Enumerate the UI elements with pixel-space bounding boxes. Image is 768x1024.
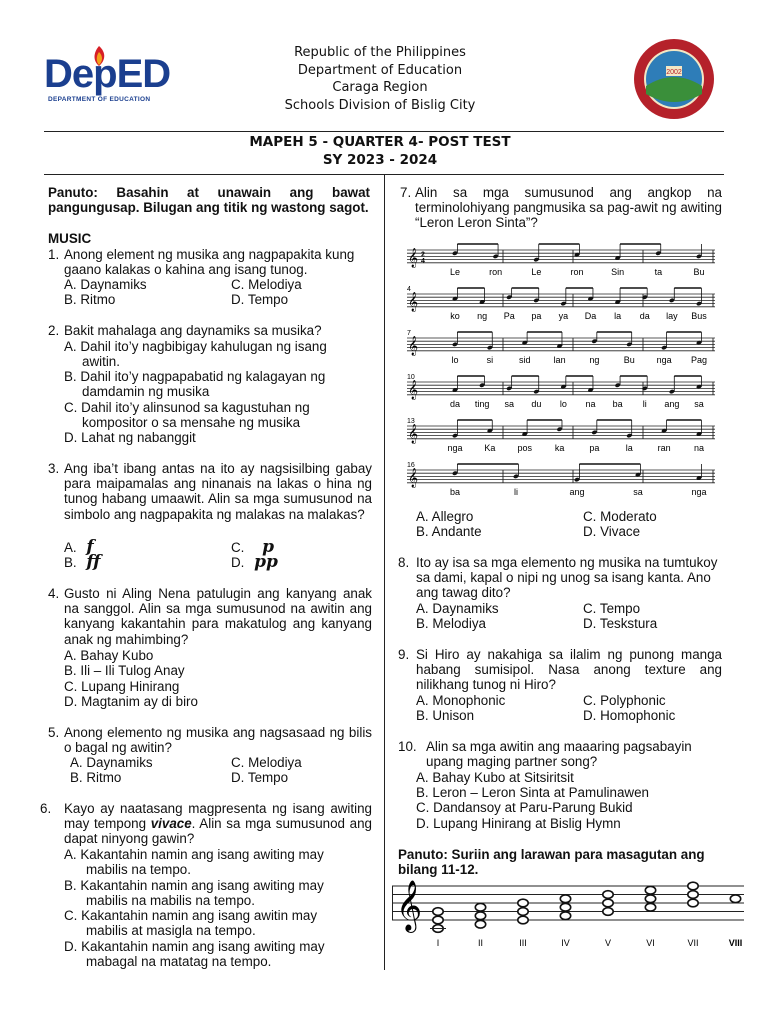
lyric-syllable: Pa — [503, 311, 515, 321]
question-text: Bakit mahalaga ang daynamiks sa musika? — [64, 323, 322, 338]
lyric-syllable: ran — [657, 443, 671, 453]
dynamic-pianissimo-icon: pp — [254, 552, 278, 572]
treble-clef-icon: 𝄞 — [408, 380, 419, 399]
whole-note — [688, 891, 698, 899]
q3-option-d[interactable] — [231, 552, 278, 572]
lyric-syllable: pa — [589, 443, 600, 453]
measure-number: 10 — [407, 374, 415, 381]
lyric-syllable: pos — [517, 443, 532, 453]
lyric-syllable: Le — [531, 267, 542, 277]
q6-option-b[interactable]: B. Kakantahin namin ang isang awiting may — [64, 878, 324, 893]
logo-subtext: DEPARTMENT OF EDUCATION — [48, 96, 151, 103]
chord-label: VI — [646, 938, 655, 948]
title-line1: MAPEH 5 - QUARTER 4- POST TEST — [249, 134, 511, 150]
whole-note — [475, 920, 485, 928]
lyric-syllable: sa — [633, 487, 643, 497]
chord-staff — [392, 872, 748, 948]
whole-note — [688, 882, 698, 890]
lyric-syllable: Bu — [623, 355, 635, 365]
tempo-term: vivace — [150, 816, 192, 832]
lyric-syllable: ta — [654, 267, 663, 277]
question-number: 2. — [48, 323, 60, 338]
header-department: Department of Education — [297, 62, 463, 78]
chord-label: VII — [687, 938, 699, 948]
measure-number: 4 — [407, 286, 411, 293]
q2-option-b-cont: damdamin ng musika — [82, 384, 210, 399]
treble-clef-icon: 𝄞 — [408, 292, 419, 311]
lyric-syllable: la — [625, 443, 633, 453]
measure-number: 16 — [407, 462, 415, 469]
q5-option-b[interactable]: B. Ritmo — [70, 770, 122, 785]
lyric-syllable: ba — [449, 487, 461, 497]
time-signature-bottom: 4 — [421, 257, 425, 265]
subject-label: MUSIC — [48, 231, 92, 246]
staff-system — [407, 286, 715, 321]
question-text: Gusto ni Aling Nena patulugin ang kanyang anak na sanggol. Alin sa mga sumusunod na awitin ang kanyang kakantahin para makatulog ang kanyang anak ng mahimbing? — [64, 586, 372, 647]
question-text: Anong elemento ng musika ang nagsasaad ng bilis o bagal ng awitin? — [64, 725, 372, 756]
question-text: Si Hiro ay nakahiga sa ilalim ng punong manga habang sumisipol. Nasa anong texture ang nilikhang tunog ni Hiro? — [416, 647, 722, 693]
treble-clef-icon: 𝄞 — [396, 881, 423, 930]
title-line2: SY 2023 - 2024 — [322, 151, 438, 168]
lyric-syllable: Ka — [484, 443, 496, 453]
whole-note — [518, 916, 528, 924]
q6-option-c[interactable]: C. Kakantahin namin ang isang awitin may — [64, 908, 318, 923]
lyric-syllable: ang — [569, 487, 585, 497]
question-number: 8. — [398, 555, 410, 570]
q6-option-b-cont: mabilis na mabilis na tempo. — [86, 893, 255, 908]
lyric-syllable: Pag — [690, 355, 708, 365]
q9-option-c[interactable]: C. Polyphonic — [583, 693, 666, 708]
chord-label: I — [436, 938, 440, 948]
q6-option-d[interactable]: D. Kakantahin namin ang isang awiting may — [64, 939, 325, 954]
q2-option-c[interactable]: C. Dahil ito’y alinsunod sa kagustuhan ng — [64, 400, 310, 415]
whole-note — [475, 912, 485, 920]
lyric-syllable: ron — [570, 267, 584, 277]
lyric-syllable: pa — [531, 311, 542, 321]
question-number: 7. — [400, 185, 412, 200]
question-text-post: . Alin sa mga sumusunod ang dapat ninyong gawin? — [64, 816, 372, 847]
q9-option-a[interactable]: A. Monophonic — [416, 693, 506, 708]
logo-text: DepED — [44, 52, 171, 96]
whole-note — [645, 886, 655, 894]
treble-clef-icon: 𝄞 — [408, 424, 419, 443]
seal-year: 2002 — [666, 69, 682, 76]
question-number: 6. — [40, 801, 52, 816]
lyric-syllable: lo — [451, 355, 459, 365]
q1-option-c[interactable]: C. Melodiya — [231, 277, 302, 292]
q2-option-d[interactable]: D. Lahat ng nabanggit — [64, 430, 196, 445]
music-score — [405, 242, 719, 504]
chord-label: IV — [561, 938, 570, 948]
chord-label: II — [477, 938, 484, 948]
lyric-syllable: Da — [584, 311, 597, 321]
seal-icon — [633, 38, 715, 120]
lyric-syllable: ko — [450, 311, 460, 321]
time-signature-top: 2 — [421, 251, 425, 259]
q3-option-b[interactable] — [64, 552, 101, 572]
q5-option-c[interactable]: C. Melodiya — [231, 755, 302, 770]
q1-option-a[interactable]: A. Daynamiks — [64, 277, 147, 292]
q8-option-b[interactable]: B. Melodiya — [416, 616, 486, 631]
q4-option-d[interactable]: D. Magtanim ay di biro — [64, 694, 198, 709]
whole-note — [603, 908, 613, 916]
lyric-syllable: sid — [518, 355, 531, 365]
whole-note — [433, 908, 443, 916]
lyric-syllable: Le — [449, 267, 461, 277]
chord-label: III — [519, 938, 527, 948]
staff-system — [407, 462, 715, 497]
treble-clef-icon: 𝄞 — [408, 468, 419, 487]
lyric-syllable: lo — [559, 399, 567, 409]
q6-option-d-cont: mabagal na matatag na tempo. — [86, 954, 272, 969]
lyric-syllable: Bu — [693, 267, 705, 277]
lyric-syllable: nga — [656, 355, 672, 365]
lyric-syllable: sa — [694, 399, 704, 409]
lyric-syllable: sa — [504, 399, 514, 409]
q5-option-d[interactable]: D. Tempo — [231, 770, 289, 785]
lyric-syllable: da — [639, 311, 650, 321]
whole-note — [645, 903, 655, 911]
question-number: 4. — [48, 586, 60, 601]
q6-option-a-cont: mabilis na tempo. — [86, 862, 191, 877]
whole-note — [645, 895, 655, 903]
whole-note — [603, 899, 613, 907]
lyric-syllable: ya — [558, 311, 569, 321]
option-letter: C. — [231, 540, 245, 555]
question-8 — [398, 555, 722, 601]
whole-note — [560, 895, 570, 903]
lyric-syllable: du — [531, 399, 542, 409]
question-number: 10. — [398, 739, 417, 754]
lyric-syllable: nga — [447, 443, 463, 453]
lyric-syllable: lan — [553, 355, 566, 365]
question-2 — [48, 323, 372, 338]
question-text — [64, 801, 372, 847]
q9-option-b[interactable]: B. Unison — [416, 708, 475, 723]
q10-option-a[interactable]: A. Bahay Kubo at Sitsiritsit — [416, 770, 574, 785]
lyric-syllable: la — [614, 311, 622, 321]
q7-option-c[interactable]: C. Moderato — [583, 509, 657, 524]
measure-number: 13 — [407, 418, 415, 425]
header-block — [230, 44, 530, 114]
q8-option-a[interactable]: A. Daynamiks — [416, 601, 499, 616]
question-number: 5. — [48, 725, 60, 740]
deped-logo — [44, 44, 171, 103]
chord-label: VIII — [728, 938, 743, 948]
q2-option-a-cont: awitin. — [82, 354, 120, 369]
lyric-syllable: ron — [489, 267, 503, 277]
q4-option-b[interactable]: B. Ili – Ili Tulog Anay — [64, 663, 185, 678]
whole-note — [560, 903, 570, 911]
q2-option-b[interactable]: B. Dahil ito’y nagpapabatid ng kalagayan ng — [64, 369, 326, 384]
lyric-syllable: na — [585, 399, 596, 409]
lyric-syllable: ba — [612, 399, 623, 409]
question-number: 3. — [48, 461, 60, 476]
staff-system — [407, 418, 715, 453]
option-letter: D. — [231, 555, 245, 570]
header-region: Caraga Region — [332, 80, 428, 95]
whole-note — [475, 903, 485, 911]
dynamic-fortissimo-icon: ff — [86, 552, 101, 572]
lyric-syllable: li — [514, 487, 518, 497]
directions: Panuto: Basahin at unawain ang bawat pangungusap. Bilugan ang titik ng wastong sagot. — [48, 185, 370, 216]
question-text: Anong element ng musika ang nagpapakita kung gaano kalakas o kahina ang isang tunog. — [64, 247, 355, 278]
whole-note — [688, 899, 698, 907]
directions-2: Panuto: Suriin ang larawan para masagutan ang bilang 11-12. — [398, 847, 705, 878]
option-letter: A. — [64, 540, 77, 555]
lyric-syllable: ang — [664, 399, 680, 409]
question-text-pre: Kayo ay naatasang magpresenta ng isang awiting may tempong — [64, 801, 372, 832]
whole-note — [560, 912, 570, 920]
dynamic-forte-icon: f — [86, 537, 94, 557]
question-text: Ang iba’t ibang antas na ito ay nagsisilbing gabay para maipamalas ang ninanais na lakas o hina ng tunog habang umaawit. Alin sa mga sumusunod na simbolo ang nagpapakita ng malakas na malakas? — [64, 461, 372, 522]
whole-note — [433, 916, 443, 924]
q7-option-d[interactable]: D. Vivace — [583, 524, 641, 539]
question-1 — [48, 247, 372, 277]
lyric-syllable: ka — [554, 443, 565, 453]
q7-option-a[interactable]: A. Allegro — [416, 509, 474, 524]
lyric-syllable: nga — [691, 487, 707, 497]
whole-note — [518, 908, 528, 916]
measure-number: 7 — [407, 330, 411, 337]
lyric-syllable: ng — [477, 311, 488, 321]
division-seal — [633, 38, 715, 120]
question-9 — [398, 647, 722, 693]
question-4 — [48, 586, 372, 647]
staff-system — [407, 330, 715, 365]
q10-option-b[interactable]: B. Leron – Leron Sinta at Pamulinawen — [416, 785, 649, 800]
q9-option-d[interactable]: D. Homophonic — [583, 708, 676, 723]
test-title — [180, 134, 580, 169]
q8-option-d[interactable]: D. Teskstura — [583, 616, 658, 631]
treble-clef-icon: 𝄞 — [408, 336, 419, 355]
whole-note — [603, 891, 613, 899]
column-divider — [384, 175, 385, 970]
q4-option-a[interactable]: A. Bahay Kubo — [64, 648, 154, 663]
q6-option-c-cont: mabilis at masigla na tempo. — [86, 923, 256, 938]
question-text: Alin sa mga sumusunod ang angkop na terminolohiyang pangmusika sa pag-awit ng awiting “Leron Leron Sinta”? — [415, 185, 722, 231]
header-rule — [44, 131, 724, 132]
staff-system — [407, 244, 715, 277]
question-text: Alin sa mga awitin ang maaaring pagsabayin upang maging partner song? — [426, 739, 692, 770]
q10-option-c[interactable]: C. Dandansoy at Paru-Parung Bukid — [416, 800, 633, 815]
question-6 — [40, 801, 372, 847]
question-10 — [398, 739, 722, 769]
lyric-syllable: ting — [474, 399, 490, 409]
lyric-syllable: Sin — [611, 267, 625, 277]
lyric-syllable: da — [449, 399, 461, 409]
q1-option-d[interactable]: D. Tempo — [231, 292, 289, 307]
q10-option-d[interactable]: D. Lupang Hinirang at Bislig Hymn — [416, 816, 621, 831]
header-republic: Republic of the Philippines — [294, 45, 466, 60]
dynamic-piano-icon: p — [262, 537, 275, 557]
q5-option-a[interactable]: A. Daynamiks — [70, 755, 153, 770]
staff-system — [407, 374, 715, 409]
question-number: 9. — [398, 647, 410, 662]
question-7 — [400, 185, 722, 231]
q7-option-b[interactable]: B. Andante — [416, 524, 482, 539]
lyric-syllable: li — [642, 399, 647, 409]
question-text: Ito ay isa sa mga elemento ng musika na tumtukoy sa dami, kapal o nipi ng unog sa isang kanta. Ano ang tawag dito? — [416, 555, 718, 601]
lyric-syllable: ng — [589, 355, 600, 365]
treble-clef-icon: 𝄞 — [408, 248, 419, 267]
question-3 — [48, 461, 372, 522]
question-number: 1. — [48, 247, 60, 262]
q2-option-a[interactable]: A. Dahil ito’y nagbibigay kahulugan ng isang — [64, 339, 327, 354]
chord-label: V — [604, 938, 612, 948]
q1-option-b[interactable]: B. Ritmo — [64, 292, 116, 307]
whole-note — [730, 895, 740, 903]
q8-option-c[interactable]: C. Tempo — [583, 601, 641, 616]
q6-option-a[interactable]: A. Kakantahin namin ang isang awiting may — [64, 847, 324, 862]
lyric-syllable: si — [486, 355, 494, 365]
lyric-syllable: lay — [666, 311, 678, 321]
q2-option-c-cont: kompositor o sa mensahe ng musika — [82, 415, 301, 430]
lyric-syllable: Bus — [691, 311, 707, 321]
option-letter: B. — [64, 555, 77, 570]
q4-option-c[interactable]: C. Lupang Hinirang — [64, 679, 180, 694]
whole-note — [518, 899, 528, 907]
header-division: Schools Division of Bislig City — [284, 97, 476, 113]
question-5 — [48, 725, 372, 755]
lyric-syllable: na — [693, 443, 705, 453]
